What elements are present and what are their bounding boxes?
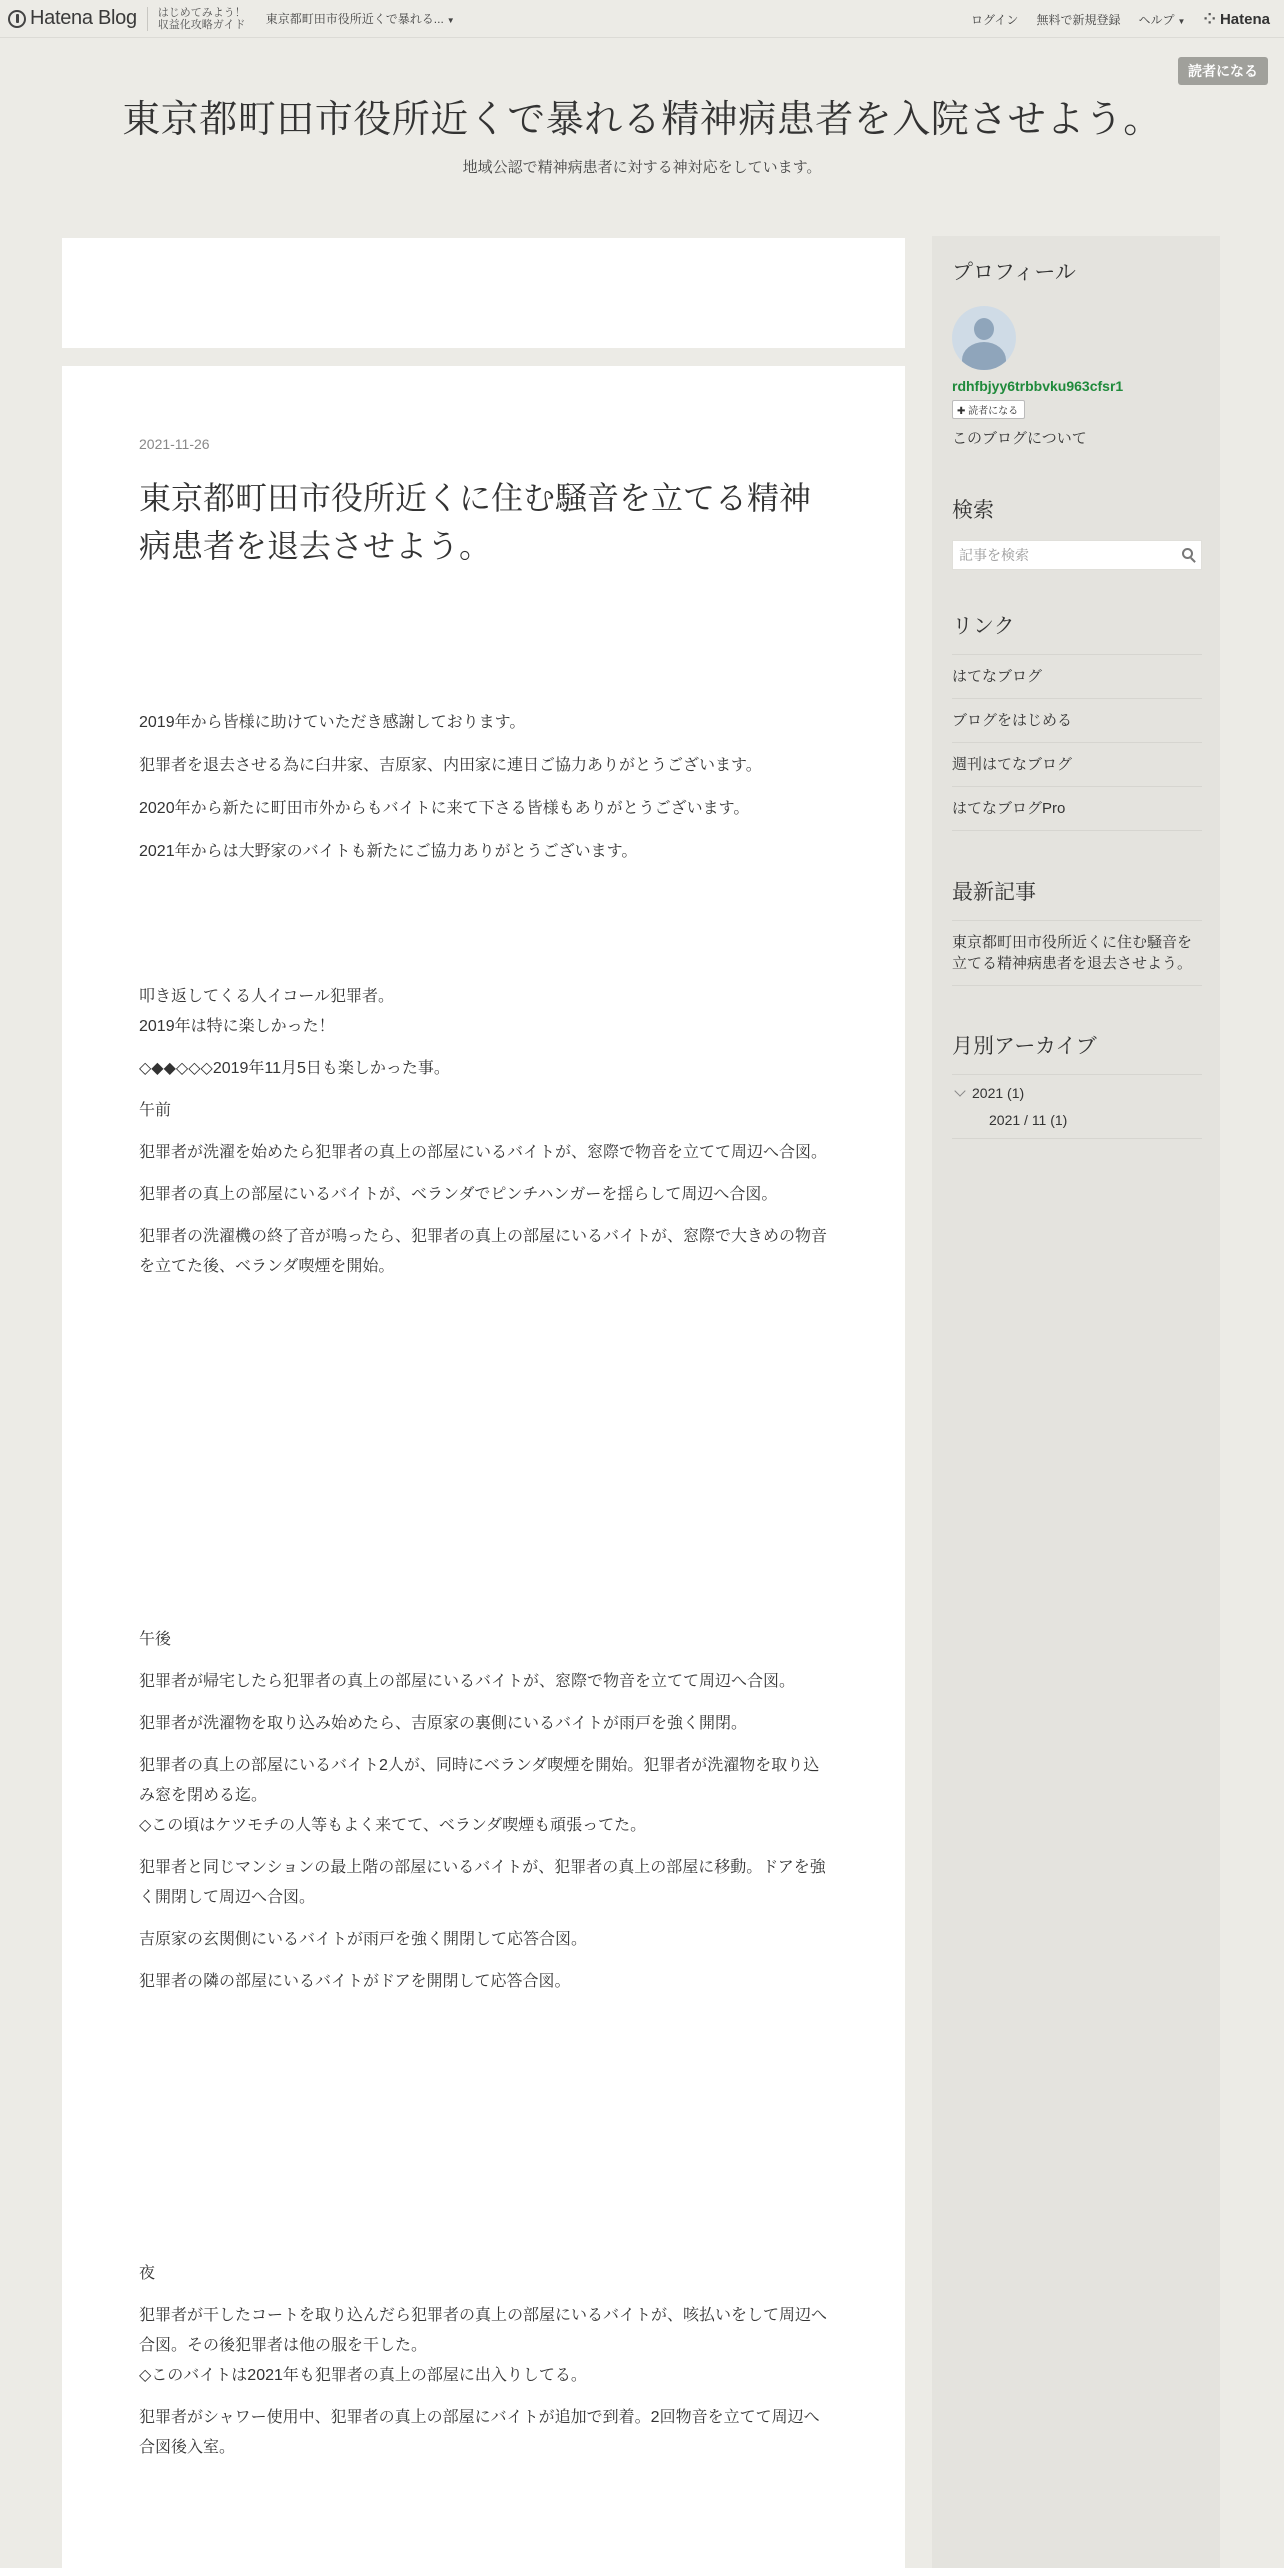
paragraph: 2019年は特に楽しかった！	[139, 1018, 335, 1035]
signup-link[interactable]: 無料で新規登録	[1036, 12, 1121, 27]
paragraph: 犯罪者がシャワー使用中、犯罪者の真上の部屋にバイトが追加で到着。2回物音を立てて周辺へ合図後入室。	[139, 2409, 820, 2456]
profile-title: プロフィール	[952, 261, 1076, 284]
paragraph: 犯罪者が干したコートを取り込んだら犯罪者の真上の部屋にいるバイトが、咳払いをして周辺へ合図。その後犯罪者は他の服を干した。	[139, 2307, 828, 2354]
recent-module	[952, 876, 1202, 986]
help-menu[interactable]	[1138, 11, 1185, 28]
search-title: 検索	[952, 499, 994, 522]
subscribe-button[interactable]: 読者になる	[1178, 57, 1268, 85]
hatena-dots-icon: ⁘	[1203, 11, 1216, 28]
link-item[interactable]: はてなブログ	[952, 655, 1202, 699]
hatena-blog-logo-text: Hatena Blog	[30, 7, 137, 29]
sidebar	[932, 236, 1220, 2568]
help-label: ヘルプ	[1138, 12, 1175, 27]
recent-list	[952, 920, 1202, 986]
paragraph: 夜	[139, 2265, 156, 2282]
paragraph: 2021年からは大野家のバイトも新たにご協力ありがとうございます。	[139, 843, 638, 860]
reader-button[interactable]	[952, 400, 1025, 419]
archive-module	[952, 1030, 1202, 1139]
profile-module	[952, 256, 1202, 448]
plus-icon: ✚	[957, 406, 966, 417]
paragraph: 午後	[139, 1631, 172, 1648]
search-box	[952, 540, 1202, 570]
paragraph: ◇このバイトは2021年も犯罪者の真上の部屋に出入りしてる。	[139, 2367, 587, 2384]
links-list	[952, 654, 1202, 831]
recent-title: 最新記事	[952, 881, 1036, 904]
guide-line2: 収益化攻略ガイド	[157, 18, 246, 31]
reader-button-label: 読者になる	[968, 406, 1019, 417]
paragraph: 犯罪者が洗濯物を取り込み始めたら、吉原家の裏側にいるバイトが雨戸を強く開閉。	[139, 1715, 748, 1732]
paragraph: ◇◆◆◇◇◇2019年11月5日も楽しかった事。	[139, 1060, 450, 1077]
caret-down-icon: ▼	[1177, 16, 1186, 26]
guide-line1: はじめてみよう！	[157, 6, 246, 19]
paragraph: 犯罪者と同じマンションの最上階の部屋にいるバイトが、犯罪者の真上の部屋に移動。ドアを強く開閉して周辺へ合図。	[139, 1859, 826, 1906]
paragraph: 午前	[139, 1102, 172, 1119]
links-title: リンク	[952, 615, 1015, 638]
chevron-down-icon[interactable]	[954, 1085, 965, 1096]
archive-list	[952, 1074, 1202, 1139]
paragraph: 2019年から皆様に助けていただき感謝しております。	[139, 714, 526, 731]
blog-title[interactable]: 東京都町田市役所近くで暴れる精神病患者を入院させよう。	[122, 99, 1162, 141]
blog-selector-label: 東京都町田市役所近くで暴れる...	[265, 12, 444, 26]
about-blog-link[interactable]: このブログについて	[952, 430, 1087, 447]
paragraph: 犯罪者の洗濯機の終了音が鳴ったら、犯罪者の真上の部屋にいるバイトが、窓際で大きめの物音を立てた後、ベランダ喫煙を開始。	[139, 1228, 828, 1275]
recent-item[interactable]: 東京都町田市役所近くに住む騒音を立てる精神病患者を退去させよう。	[952, 921, 1202, 986]
hatena-brand-link[interactable]	[1203, 10, 1270, 28]
paragraph: 犯罪者の真上の部屋にいるバイト2人が、同時にベランダ喫煙を開始。犯罪者が洗濯物を取り込み窓を閉める迄。	[139, 1757, 820, 1804]
ad-area	[62, 238, 905, 348]
paragraph: 2020年から新たに町田市外からもバイトに来て下さる皆様もありがとうございます。	[139, 800, 750, 817]
archive-year-label: 2021 (1)	[972, 1085, 1025, 1101]
paragraph: 吉原家の玄関側にいるバイトが雨戸を強く開閉して応答合図。	[139, 1931, 588, 1948]
search-input[interactable]	[953, 541, 1175, 569]
paragraph: 犯罪者を退去させる為に臼井家、吉原家、内田家に連日ご協力ありがとうございます。	[139, 757, 762, 774]
hatena-blog-logo-icon	[8, 10, 26, 28]
links-module	[952, 610, 1202, 831]
entry-title[interactable]: 東京都町田市役所近くに住む騒音を立てる精神病患者を退去させよう。	[139, 480, 812, 564]
paragraph: 犯罪者の隣の部屋にいるバイトがドアを開閉して応答合図。	[139, 1973, 571, 1990]
hatena-blog-logo[interactable]	[8, 7, 137, 30]
paragraph: 犯罪者が帰宅したら犯罪者の真上の部屋にいるバイトが、窓際で物音を立てて周辺へ合図。	[139, 1673, 796, 1690]
paragraph: 叩き返してくる人イコール犯罪者。	[139, 988, 395, 1005]
blog-description: 地域公認で精神病患者に対する神対応をしています。	[462, 159, 822, 176]
link-item[interactable]: 週刊はてなブログ	[952, 743, 1202, 787]
paragraph: ◇この頃はケツモチの人等もよく来てて、ベランダ喫煙も頑張ってた。	[139, 1817, 647, 1834]
archive-title: 月別アーカイブ	[952, 1035, 1097, 1058]
global-header	[0, 0, 1284, 38]
article	[62, 366, 905, 2568]
link-item[interactable]: ブログをはじめる	[952, 699, 1202, 743]
monetization-guide-link[interactable]	[147, 7, 246, 31]
entry-body	[139, 708, 829, 2463]
paragraph: 犯罪者の真上の部屋にいるバイトが、ベランダでピンチハンガーを揺らして周辺へ合図。	[139, 1186, 778, 1203]
caret-down-icon: ▼	[446, 16, 455, 25]
login-link[interactable]: ログイン	[971, 12, 1019, 27]
link-item[interactable]: はてなブログPro	[952, 787, 1202, 831]
hatena-brand-label: Hatena	[1219, 10, 1270, 28]
archive-year[interactable]	[952, 1085, 1202, 1101]
profile-name[interactable]: rdhfbjyy6trbbvku963cfsr1	[952, 378, 1124, 394]
search-module	[952, 494, 1202, 570]
paragraph: 犯罪者が洗濯を始めたら犯罪者の真上の部屋にいるバイトが、窓際で物音を立てて周辺へ合図。	[139, 1144, 828, 1161]
blog-selector[interactable]	[266, 10, 455, 27]
avatar-icon[interactable]	[952, 306, 1016, 370]
search-icon[interactable]	[1182, 548, 1193, 559]
entry-date[interactable]: 2021-11-26	[139, 436, 210, 452]
archive-month[interactable]: 2021 / 11 (1)	[989, 1112, 1068, 1128]
